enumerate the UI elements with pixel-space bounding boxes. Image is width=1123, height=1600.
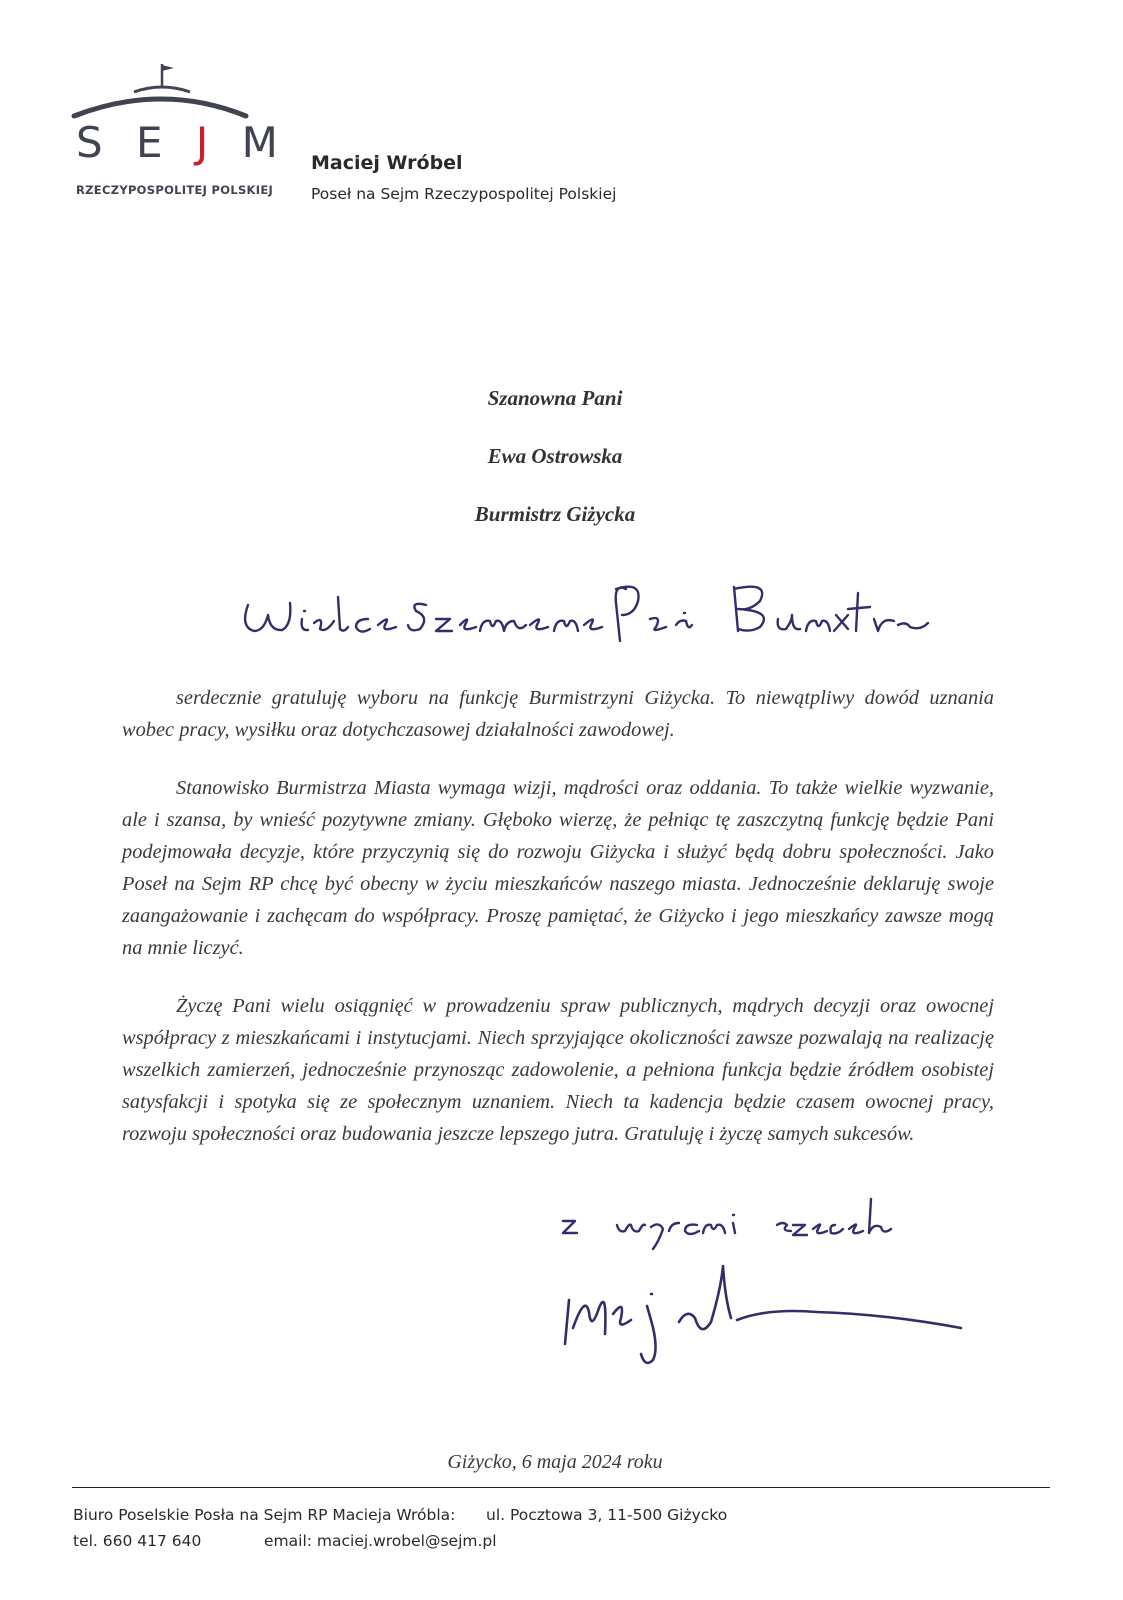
logo-word: S E J M [76,118,288,167]
body-paragraph: Stanowisko Burmistrza Miasta wymaga wizji, mądrości oraz oddania. To także wielkie wyzwanie, ale i szansa, by wnieść pozytywne zmiany. Głęboko wierzę, że pełniąc tę zaszczytną funkcję będzie Pani podejmowała decyzje, które przyczynią się do rozwoju Giżycka i służyć będą dobru społeczności. Jako Poseł na Sejm RP chcę być obecny w życiu mieszkańców naszego miasta. Jednocześnie deklaruję swoje zaangażowanie i zachęcam do współpracy. Proszę pamiętać, że Giżycko i jego mieszkańcy zawsze mogą na mnie liczyć. [122,777,994,959]
signature [555,1258,975,1378]
body-paragraph: Życzę Pani wielu osiągnięć w prowadzeniu spraw publicznych, mądrych decyzji oraz owocnej współpracy z mieszkańcami i instytucjami. Niech sprzyjające okoliczności zawsze pozwalają na realizację wszelkich zamierzeń, jednocześnie przynosząc zadowolenie, a pełniona funkcja będzie źródłem osobistej satysfakcji i spotyka się ze społecznym uznaniem. Niech ta kadencja będzie czasem owocnej pracy, rozwoju społeczności oraz budowania jeszcze lepszego jutra. Gratuluję i życzę samych sukcesów. [122,995,994,1145]
handwritten-closing [555,1185,915,1255]
footer-email: email: maciej.wrobel@sejm.pl [264,1532,497,1550]
addressee-position: Burmistrz Giżycka [474,502,636,526]
letter-body [122,682,994,1176]
addressee-salutation: Szanowna Pani [487,386,623,410]
sender-name: Maciej Wróbel [311,152,463,174]
footer-phone: tel. 660 417 640 [73,1532,202,1550]
footer-office-label: Biuro Poselskie Posła na Sejm RP Macieja Wróbla: [73,1506,456,1524]
addressee-name: Ewa Ostrowska [487,444,623,468]
body-paragraph: serdecznie gratuluję wyboru na funkcję Burmistrzyni Giżycka. To niewątpliwy dowód uznania wobec pracy, wysiłku oraz dotychczasowej działalności zawodowej. [122,687,994,741]
sejm-logo [70,60,288,210]
footer-address: ul. Pocztowa 3, 11-500 Giżycko [486,1506,728,1524]
place-date: Giżycko, 6 maja 2024 roku [447,1451,663,1473]
handwritten-greeting [230,575,930,655]
sender-title: Poseł na Sejm Rzeczypospolitej Polskiej [311,185,617,203]
logo-subtitle: RZECZYPOSPOLITEJ POLSKIEJ [76,183,274,197]
footer-divider [72,1487,1050,1488]
